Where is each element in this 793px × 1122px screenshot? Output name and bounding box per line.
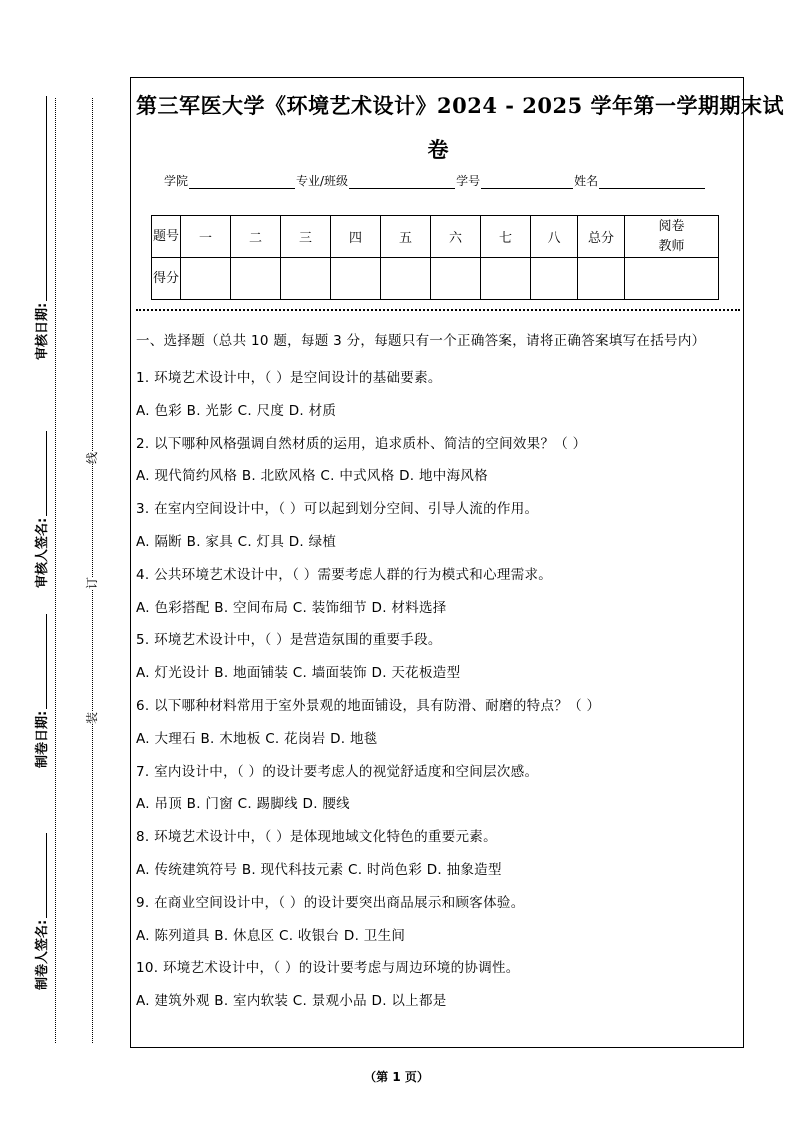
score-cell[interactable] xyxy=(281,258,331,300)
score-col-total: 总分 xyxy=(578,216,625,258)
options-line: A. 吊顶 B. 门窗 C. 踢脚线 D. 腰线 xyxy=(136,796,350,813)
score-cell[interactable] xyxy=(531,258,578,300)
score-col-5: 五 xyxy=(381,216,431,258)
exam-title-line1: 第三军医大学《环境艺术设计》2024 - 2025 学年第一学期期末试 xyxy=(136,93,785,118)
student-id-label: 学号 xyxy=(456,174,481,188)
score-col-3: 三 xyxy=(281,216,331,258)
options-line: A. 现代简约风格 B. 北欧风格 C. 中式风格 D. 地中海风格 xyxy=(136,468,488,485)
exam-title-line2: 卷 xyxy=(427,137,449,162)
options-line: A. 隔断 B. 家具 C. 灯具 D. 绿植 xyxy=(136,533,337,550)
options-line: A. 色彩搭配 B. 空间布局 C. 装饰细节 D. 材料选择 xyxy=(136,599,447,616)
score-cell[interactable] xyxy=(331,258,381,300)
major-label: 专业/班级 xyxy=(296,174,349,188)
score-col-4: 四 xyxy=(331,216,381,258)
score-col-6: 六 xyxy=(431,216,481,258)
college-label: 学院 xyxy=(164,174,189,188)
college-field[interactable] xyxy=(189,174,295,189)
question-line: 7. 室内设计中，（ ）的设计要考虑人的视觉舒适度和空间层次感。 xyxy=(136,763,539,780)
exam-title xyxy=(136,84,785,172)
score-cell[interactable] xyxy=(231,258,281,300)
reviewer-signature-label: 审核人签名: xyxy=(31,431,50,588)
options-line: A. 灯光设计 B. 地面铺装 C. 墙面装饰 D. 天花板造型 xyxy=(136,665,461,682)
score-col-1: 一 xyxy=(181,216,231,258)
score-cell[interactable] xyxy=(181,258,231,300)
score-cell[interactable] xyxy=(481,258,531,300)
question-line: 2. 以下哪种风格强调自然材质的运用，追求质朴、简洁的空间效果？（ ） xyxy=(136,435,587,452)
options-line: A. 色彩 B. 光影 C. 尺度 D. 材质 xyxy=(136,402,337,419)
margin-dotted-line-inner xyxy=(92,98,93,1043)
question-line: 4. 公共环境艺术设计中，（ ）需要考虑人群的行为模式和心理需求。 xyxy=(136,566,553,583)
score-cell[interactable] xyxy=(578,258,625,300)
score-table-header-row xyxy=(152,216,719,258)
options-line: A. 传统建筑符号 B. 现代科技元素 C. 时尚色彩 D. 抽象造型 xyxy=(136,861,502,878)
grader-label: 阅卷教师 xyxy=(658,218,685,254)
exam-date-label: 制卷日期: xyxy=(31,614,50,768)
options-line: A. 大理石 B. 木地板 C. 花岗岩 D. 地毯 xyxy=(136,730,378,747)
binding-char-xian: 线 xyxy=(85,451,100,465)
binding-char-zhuang: 装 xyxy=(85,711,100,725)
options-line: A. 陈列道具 B. 休息区 C. 收银台 D. 卫生间 xyxy=(136,927,406,944)
score-col-grader xyxy=(625,216,719,258)
score-col-2: 二 xyxy=(231,216,281,258)
section-title: 一、选择题（总共 10 题，每题 3 分，每题只有一个正确答案，请将正确答案填写在括号内） xyxy=(136,333,706,349)
exam-maker-signature-label: 制卷人签名: xyxy=(31,833,50,990)
score-cell[interactable] xyxy=(625,258,719,300)
score-cell[interactable] xyxy=(431,258,481,300)
question-line: 1. 环境艺术设计中，（ ）是空间设计的基础要素。 xyxy=(136,370,442,386)
page-footer: （第 1 页） xyxy=(364,1070,429,1084)
score-table xyxy=(151,215,719,300)
question-line: 9. 在商业空间设计中，（ ）的设计要突出商品展示和顾客体验。 xyxy=(136,894,525,911)
question-line: 6. 以下哪种材料常用于室外景观的地面铺设，具有防滑、耐磨的特点？（ ） xyxy=(136,697,601,714)
name-field[interactable] xyxy=(599,174,705,189)
question-section xyxy=(136,331,738,1018)
student-id-field[interactable] xyxy=(481,174,573,189)
score-cell[interactable] xyxy=(381,258,431,300)
question-line: 8. 环境艺术设计中，（ ）是体现地域文化特色的重要元素。 xyxy=(136,829,497,846)
score-table-row2-label: 得分 xyxy=(152,258,181,300)
score-table-row1-label: 题号 xyxy=(152,216,181,258)
student-info-line xyxy=(164,172,706,189)
question-line: 10. 环境艺术设计中，（ ）的设计要考虑与周边环境的协调性。 xyxy=(136,960,520,977)
margin-dotted-line-outer xyxy=(55,98,56,1043)
question-line: 3. 在室内空间设计中，（ ）可以起到划分空间、引导人流的作用。 xyxy=(136,501,539,518)
score-col-7: 七 xyxy=(481,216,531,258)
options-line: A. 建筑外观 B. 室内软装 C. 景观小品 D. 以上都是 xyxy=(136,993,447,1010)
score-table-score-row xyxy=(152,258,719,300)
name-label: 姓名 xyxy=(574,174,599,188)
major-field[interactable] xyxy=(349,174,455,189)
score-col-8: 八 xyxy=(531,216,578,258)
section-separator xyxy=(136,309,740,311)
review-date-label: 审核日期: xyxy=(31,96,50,360)
question-line: 5. 环境艺术设计中，（ ）是营造氛围的重要手段。 xyxy=(136,632,442,649)
binding-char-ding: 订 xyxy=(85,576,100,590)
